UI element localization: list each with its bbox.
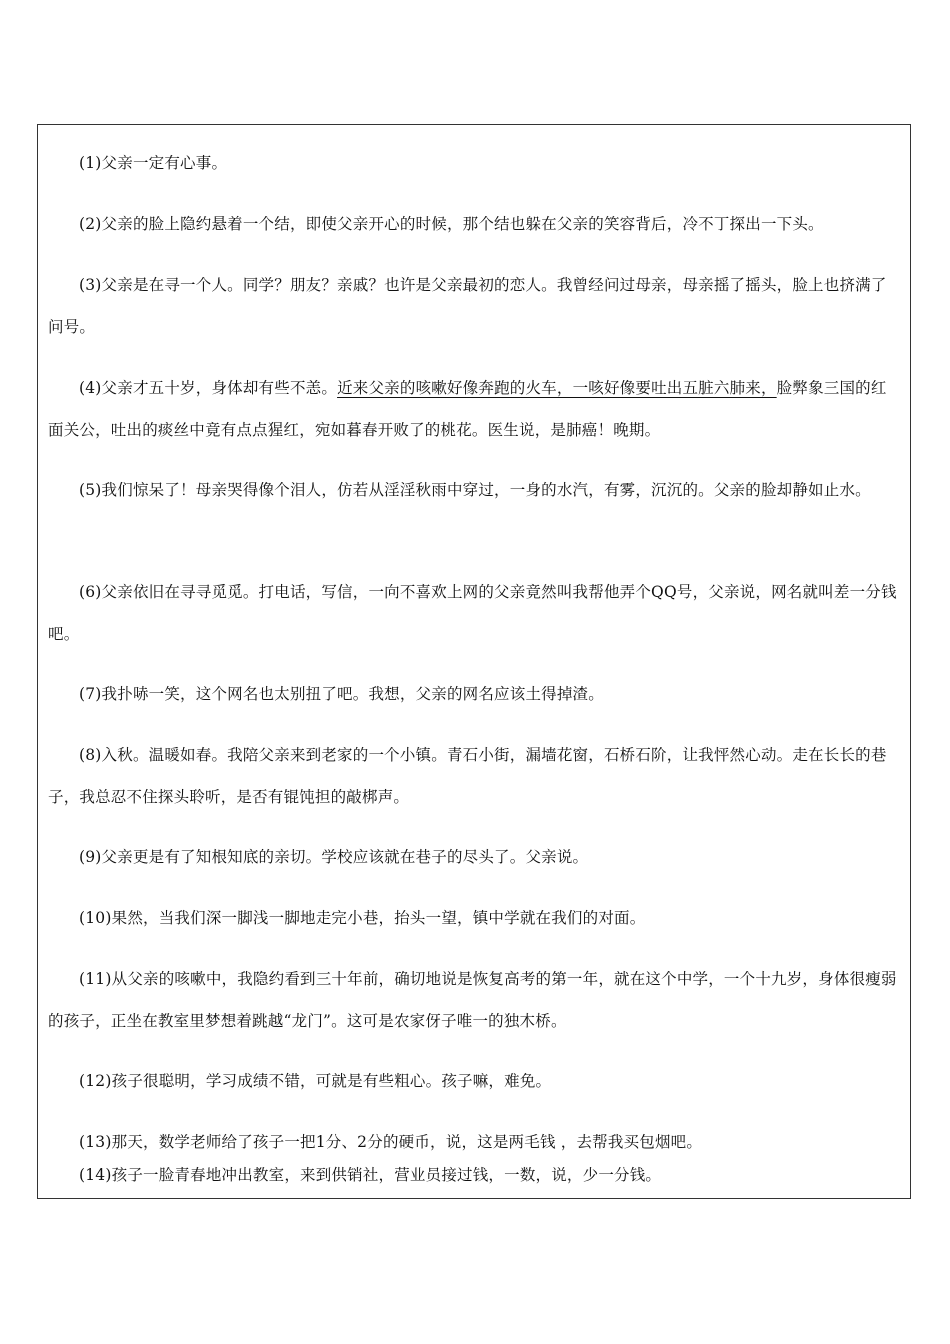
paragraph-4-start: (4)父亲才五十岁，身体却有些不恙。: [79, 379, 338, 397]
text-frame: [37, 124, 911, 1199]
paragraph-4: [48, 367, 902, 451]
paragraph-2: (2)父亲的脸上隐约悬着一个结，即使父亲开心的时候，那个结也躲在父亲的笑容背后，冷不丁探出一下头。: [79, 215, 824, 233]
paragraph-5: (5)我们惊呆了！母亲哭得像个泪人，仿若从淫淫秋雨中穿过，一身的水汽，有雾，沉沉的。父亲的脸却静如止水。: [79, 481, 871, 499]
paragraph-1: (1)父亲一定有心事。: [79, 154, 228, 172]
paragraph-14: (14)孩子一脸青春地冲出教室，来到供销社，营业员接过钱，一数，说，少一分钱。: [79, 1166, 662, 1184]
paragraph-9: (9)父亲更是有了知根知底的亲切。学校应该就在巷子的尽头了。父亲说。: [79, 848, 589, 866]
paragraph-4-end: 脸弊象三国的红面关公，吐出的痰丝中竟有点点猩红，宛如暮春开败了的桃花。医生说，是肺癌！晚期。: [48, 379, 887, 439]
paragraph-6: (6)父亲依旧在寻寻觅觅。打电话，写信，一向不喜欢上网的父亲竟然叫我帮他弄个QQ号，父亲说，网名就叫差一分钱吧。: [48, 583, 897, 643]
paragraph-12: (12)孩子很聪明，学习成绩不错，可就是有些粗心。孩子嘛，难免。: [79, 1072, 552, 1090]
paragraph-13: (13)那天，数学老师给了孩子一把1分、2分的硬币，说，这是两毛钱 ，去帮我买包烟吧。: [79, 1133, 703, 1151]
paragraph-3: (3)父亲是在寻一个人。同学？朋友？亲戚？也许是父亲最初的恋人。我曾经问过母亲，母亲摇了摇头，脸上也挤满了问号。: [48, 276, 887, 336]
paragraph-10: (10)果然，当我们深一脚浅一脚地走完小巷，抬头一望，镇中学就在我们的对面。: [79, 909, 646, 927]
paragraph-8: (8)入秋。温暖如春。我陪父亲来到老家的一个小镇。青石小街，漏墙花窗，石桥石阶，让我怦然心动。走在长长的巷子，我总忍不住探头聆听，是否有锟饨担的敲梆声。: [48, 746, 887, 806]
paragraph-11: (11)从父亲的咳嗽中，我隐约看到三十年前，确切地说是恢复高考的第一年，就在这个中学，一个十九岁，身体很瘦弱的孩子，正坐在教室里梦想着跳越“龙门”。这可是农家伢子唯一的独木桥。: [48, 970, 897, 1030]
underlined-sentence: 近来父亲的咳嗽好像奔跑的火车，一咳好像要吐出五脏六肺来，: [337, 379, 777, 397]
paragraph-7: (7)我扑哧一笑，这个网名也太别扭了吧。我想，父亲的网名应该土得掉渣。: [79, 685, 604, 703]
